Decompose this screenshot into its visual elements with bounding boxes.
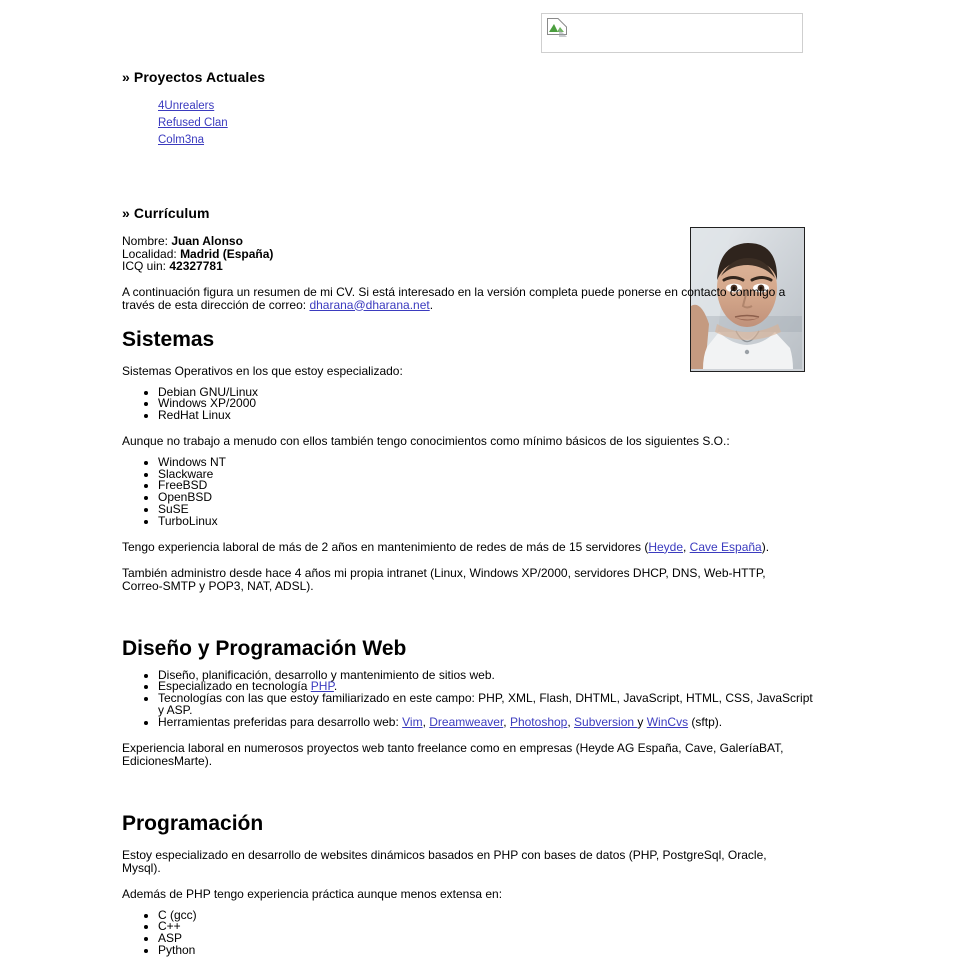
list-item: • Debian GNU/Linux	[158, 387, 822, 399]
list-item: • Diseño, planificación, desarrollo y mantenimiento de sitios web.	[158, 670, 822, 682]
sep: ,	[503, 714, 510, 729]
list-item: • Tecnologías con las que estoy familiarizado en este campo: PHP, XML, Flash, DHTML, JavaScript, HTML, CSS, JavaScript y ASP.	[158, 693, 822, 717]
field-localidad-label: Localidad:	[122, 246, 177, 261]
php-link[interactable]: PHP	[310, 679, 334, 694]
identity-fields	[122, 235, 822, 273]
sep: ,	[422, 714, 430, 729]
list-item: • Windows XP/2000	[158, 398, 822, 410]
list-item	[158, 714, 822, 729]
list-item: • RedHat Linux	[158, 410, 822, 422]
sistemas-experience-paragraph	[122, 541, 802, 554]
field-localidad-value: Madrid (España)	[180, 246, 274, 261]
field-localidad	[122, 248, 822, 261]
list-item: • OpenBSD	[158, 492, 822, 504]
list-item: • C++	[158, 921, 822, 933]
sistemas-experience-text: Tengo experiencia laboral de más de 2 años en mantenimiento de redes de más de 15 servidores (	[122, 539, 649, 554]
sep: ,	[567, 714, 575, 729]
programacion-intro1: Estoy especializado en desarrollo de websites dinámicos basados en PHP con bases de datos (PHP, PostgreSql, Oracle, Mysql).	[122, 847, 767, 875]
curriculum-intro-paragraph	[122, 286, 802, 312]
sistemas-experience-close: ).	[761, 539, 770, 554]
email-link[interactable]: dharana@dharana.net	[309, 297, 430, 312]
list-item: • C (gcc)	[158, 910, 822, 922]
web-skills-list	[122, 667, 822, 729]
projects-link-list	[158, 98, 822, 149]
project-link-4unrealers[interactable]: 4Unrealers	[158, 100, 215, 112]
field-nombre-label: Nombre:	[122, 234, 169, 248]
list-item: • Python	[158, 945, 822, 957]
spacer	[122, 593, 822, 621]
project-link-refused-clan[interactable]: Refused Clan	[158, 117, 228, 129]
field-icq-label: ICQ uin:	[122, 259, 167, 273]
list-item: • SuSE	[158, 504, 822, 516]
wincvs-link[interactable]: WinCvs	[646, 714, 689, 729]
list-item: • TurboLinux	[158, 516, 822, 528]
dreamweaver-link[interactable]: Dreamweaver	[429, 714, 504, 729]
vim-link[interactable]: Vim	[402, 714, 423, 729]
spacer	[122, 768, 822, 796]
programacion-intro2: Además de PHP tengo experiencia práctica aunque menos extensa en:	[122, 886, 503, 901]
field-icq-value: 42327781	[169, 259, 223, 273]
web-item4-pre: Herramientas preferidas para desarrollo web:	[158, 714, 403, 729]
banner-image-placeholder	[541, 13, 803, 53]
list-item: • Windows NT	[158, 457, 822, 469]
sistemas-intro: Sistemas Operativos en los que estoy especializado:	[122, 363, 403, 378]
web-heading: Diseño y Programación Web	[122, 636, 407, 660]
field-icq	[122, 260, 822, 273]
web-item4-post: (sftp).	[688, 714, 723, 729]
sistemas-basic-list	[122, 454, 822, 528]
web-item4-and: y	[637, 714, 647, 729]
heyde-link[interactable]: Heyde	[648, 539, 683, 554]
broken-image-icon	[547, 18, 567, 37]
web-experience-paragraph: Experiencia laboral en numerosos proyectos web tanto freelance como en empresas (Heyde AG España, Cave, GaleríaBAT, EdicionesMarte).	[122, 740, 784, 768]
programacion-languages-list	[122, 907, 822, 957]
sistemas-intranet-paragraph: También administro desde hace 4 años mi propia intranet (Linux, Windows XP/2000, servidores DHCP, DNS, Web-HTTP, Correo-SMTP y POP3, NAT, ADSL).	[122, 565, 766, 593]
list-item: • FreeBSD	[158, 480, 822, 492]
curriculum-heading: » Currículum	[122, 205, 210, 221]
spacer	[122, 149, 822, 204]
curriculum-intro-period: .	[429, 297, 434, 312]
web-item2-post: .	[333, 679, 338, 694]
curriculum-intro-text: A continuación figura un resumen de mi CV. Si está interesado en la versión completa puede ponerse en contacto conmigo a través de esta dirección de correo:	[122, 284, 786, 312]
projects-heading: » Proyectos Actuales	[122, 69, 266, 85]
sistemas-basic-intro: Aunque no trabajo a menudo con ellos también tengo conocimientos como mínimo básicos de los siguientes S.O.:	[122, 433, 730, 448]
main-content	[122, 68, 822, 957]
field-nombre-value: Juan Alonso	[171, 234, 243, 248]
link-separator: ,	[683, 539, 690, 554]
cave-espana-link[interactable]: Cave España	[689, 539, 762, 554]
programacion-heading: Programación	[122, 811, 264, 835]
sistemas-heading: Sistemas	[122, 327, 215, 351]
subversion-link[interactable]: Subversion	[574, 714, 638, 729]
list-item: • Slackware	[158, 469, 822, 481]
list-item: • ASP	[158, 933, 822, 945]
project-link-colm3na[interactable]: Colm3na	[158, 134, 205, 146]
sistemas-specialized-list	[122, 384, 822, 423]
web-item2-pre: Especializado en tecnología	[158, 679, 311, 694]
photoshop-link[interactable]: Photoshop	[509, 714, 568, 729]
